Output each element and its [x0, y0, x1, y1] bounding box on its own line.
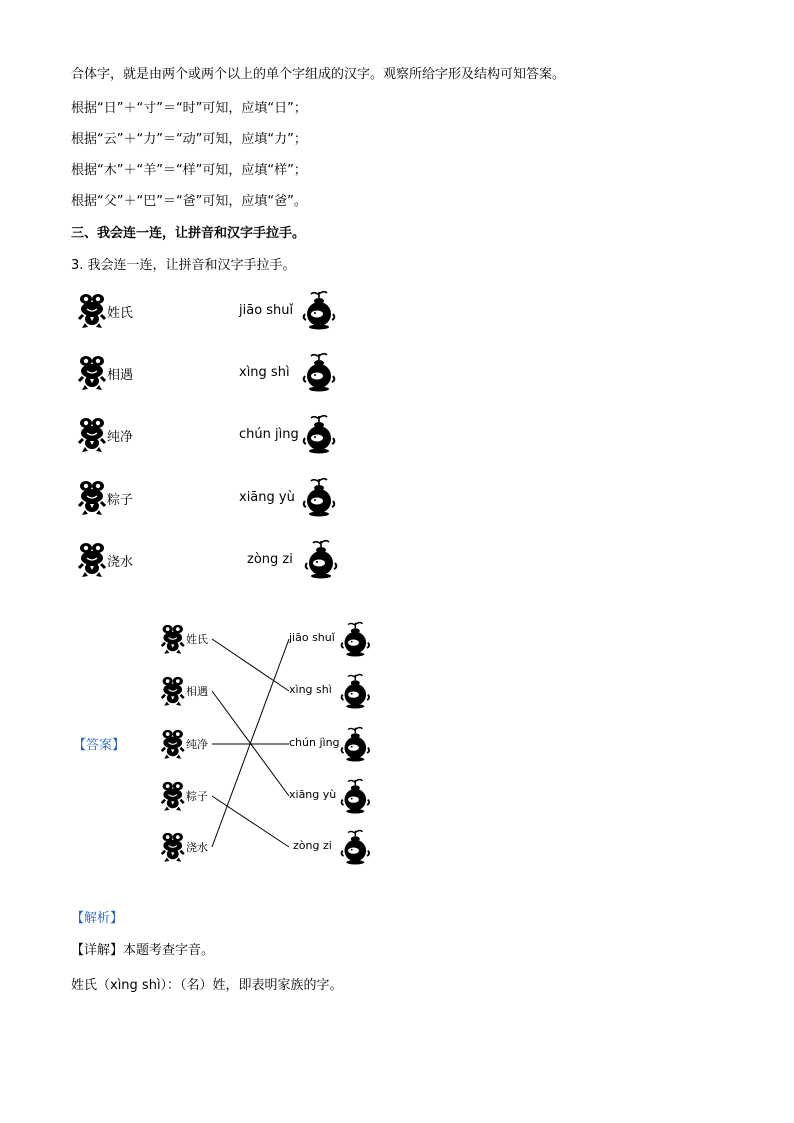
answer-word-label: 纯净 [186, 738, 208, 751]
section-title: 三、我会连一连，让拼音和汉字手拉手。 [71, 226, 306, 241]
frog-icon [160, 832, 186, 867]
answer-word-label: 浇水 [186, 841, 208, 854]
word-label: 姓氏 [107, 306, 134, 321]
definition-line: 姓氏（xìng shì）：（名）姓，即表明家族的字。 [71, 978, 343, 993]
answer-pinyin-label: jiāo shuǐ [289, 631, 335, 644]
snail-icon [340, 829, 371, 869]
pinyin-label: jiāo shuǐ [239, 303, 294, 318]
frog-icon [160, 624, 186, 659]
frog-icon [160, 729, 186, 764]
explanation-line-4: 根据“木”＋“羊”＝“样”可知，应填“样”； [71, 163, 307, 178]
detail-line: 【详解】本题考查字音。 [71, 943, 215, 958]
answer-pinyin-label: chún jìng [289, 736, 340, 749]
explanation-line-5: 根据“父”＋“巴”＝“爸”可知，应填“爸”。 [71, 194, 307, 209]
explanation-line-3: 根据“云”＋“力”＝“动”可知，应填“力”； [71, 132, 307, 147]
answer-pinyin-label: xiāng yù [289, 788, 337, 801]
word-label: 相遇 [107, 368, 134, 383]
answer-pinyin-label: xìng shì [289, 683, 332, 696]
word-label: 粽子 [107, 493, 134, 508]
snail-icon [340, 778, 371, 818]
question-text: 3. 我会连一连，让拼音和汉字手拉手。 [71, 258, 296, 273]
match-line [212, 796, 289, 847]
answer-label: 【答案】 [73, 738, 126, 753]
word-label: 纯净 [107, 430, 134, 445]
frog-icon [160, 781, 186, 816]
match-line [212, 639, 289, 691]
pinyin-label: xiāng yù [239, 490, 295, 505]
answer-pinyin-label: zòng zi [293, 839, 332, 852]
snail-icon [340, 726, 371, 766]
answer-word-label: 相遇 [186, 685, 208, 698]
snail-icon [340, 673, 371, 713]
match-line [212, 639, 289, 847]
pinyin-label: chún jìng [239, 427, 299, 442]
explanation-line-1: 合体字，就是由两个或两个以上的单个字组成的汉字。观察所给字形及结构可知答案。 [71, 67, 566, 82]
frog-icon [160, 676, 186, 711]
pinyin-label: zòng zi [247, 552, 293, 567]
answer-word-label: 姓氏 [186, 633, 208, 646]
pinyin-label: xìng shì [239, 365, 290, 380]
word-label: 浇水 [107, 555, 134, 570]
answer-word-label: 粽子 [186, 790, 208, 803]
snail-icon [340, 621, 371, 661]
analysis-label: 【解析】 [71, 911, 124, 926]
explanation-line-2: 根据“日”＋“寸”＝“时”可知，应填“日”； [71, 101, 307, 116]
